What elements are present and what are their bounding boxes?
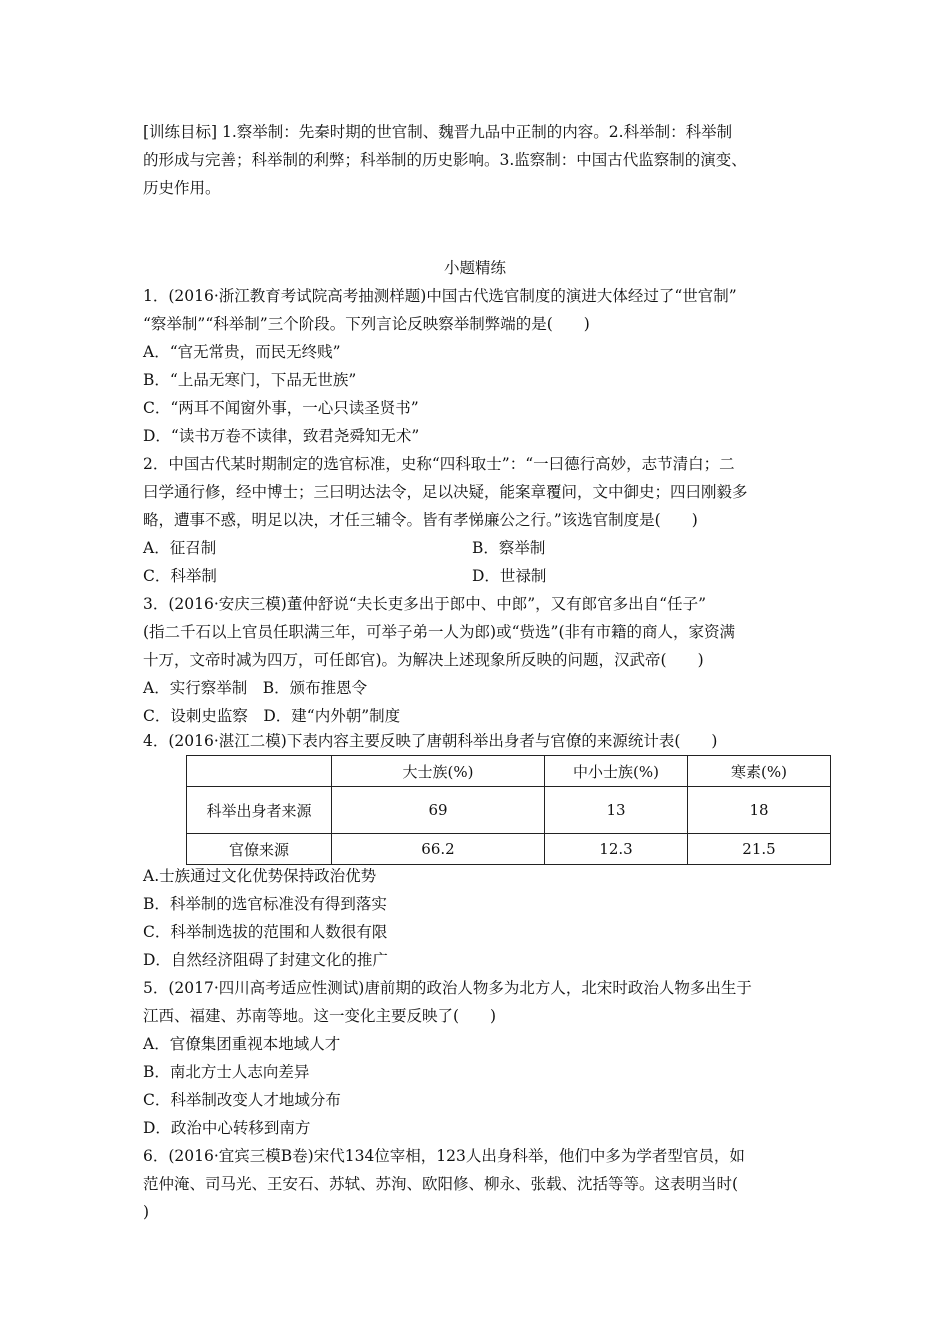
- q5-option-b: B．南北方士人志向差异: [143, 1063, 310, 1081]
- goals-line-2: 的形成与完善；科举制的利弊；科举制的历史影响。3.监察制：中国古代监察制的演变、: [143, 151, 747, 169]
- table-row: [187, 834, 831, 865]
- statistics-table: [186, 755, 831, 865]
- table-header-row: [187, 756, 831, 787]
- q2-stem-line-1: 2．中国古代某时期制定的选官标准，史称“四科取士”：“一曰德行高妙，志节清白；二: [143, 455, 735, 473]
- q1-stem-line-2: “察举制”“科举制”三个阶段。下列言论反映察举制弊端的是( ): [143, 315, 590, 333]
- q2-option-a: A．征召制: [143, 539, 217, 557]
- q5-option-c: C．科举制改变人才地域分布: [143, 1091, 341, 1109]
- q2-option-d: D．世禄制: [472, 567, 547, 585]
- q5-option-a: A．官僚集团重视本地域人才: [143, 1035, 341, 1053]
- q5-stem-line-2: 江西、福建、苏南等地。这一变化主要反映了( ): [143, 1007, 497, 1025]
- q4-stem: 4．(2016·湛江二模)下表内容主要反映了唐朝科举出身者与官僚的来源统计表( ): [143, 732, 718, 750]
- table-header-cell: 大士族(%): [332, 756, 545, 787]
- goals-line-1: [训练目标] 1.察举制：先秦时期的世官制、魏晋九品中正制的内容。2.科举制：科举制: [143, 123, 733, 141]
- q1-option-c: C．“两耳不闻窗外事，一心只读圣贤书”: [143, 399, 419, 417]
- q3-stem-line-1: 3．(2016·安庆三模)董仲舒说“夫长吏多出于郎中、中郎”，又有郎官多出自“任子”: [143, 595, 707, 613]
- q4-option-c: C．科举制选拔的范围和人数很有限: [143, 923, 388, 941]
- table-cell: 官僚来源: [187, 834, 332, 865]
- table-header-cell: 中小士族(%): [545, 756, 688, 787]
- table-cell: 13: [545, 787, 688, 834]
- q5-stem-line-1: 5．(2017·四川高考适应性测试)唐前期的政治人物多为北方人，北宋时政治人物多出生于: [143, 979, 752, 997]
- q3-options-ab: A．实行察举制 B．颁布推恩令: [143, 679, 368, 697]
- q4-option-a: A.士族通过文化优势保持政治优势: [143, 867, 377, 885]
- q3-stem-line-3: 十万，文帝时减为四万，可任郎官)。为解决上述现象所反映的问题，汉武帝( ): [143, 651, 704, 669]
- table-cell: 21.5: [688, 834, 831, 865]
- q3-stem-line-2: (指二千石以上官员任职满三年，可举子弟一人为郎)或“赀选”(非有市籍的商人，家资满: [143, 623, 735, 641]
- q6-stem-line-1: 6．(2016·宜宾三模B卷)宋代134位宰相，123人出身科举，他们中多为学者型官员，如: [143, 1147, 745, 1165]
- q5-option-d: D．政治中心转移到南方: [143, 1119, 311, 1137]
- q2-option-b: B．察举制: [472, 539, 546, 557]
- q4-option-b: B．科举制的选官标准没有得到落实: [143, 895, 387, 913]
- goals-line-3: 历史作用。: [143, 179, 221, 197]
- table-cell: 18: [688, 787, 831, 834]
- q2-stem-line-3: 略，遭事不惑，明足以决，才任三辅令。皆有孝悌廉公之行。”该选官制度是( ): [143, 511, 698, 529]
- table-cell: 66.2: [332, 834, 545, 865]
- section-title: 小题精练: [443, 259, 506, 277]
- q2-stem-line-2: 曰学通行修，经中博士；三曰明达法令，足以决疑，能案章覆问，文中御史；四曰刚毅多: [143, 483, 748, 501]
- table-header-cell: 寒素(%): [688, 756, 831, 787]
- table-cell: 科举出身者来源: [187, 787, 332, 834]
- table-row: [187, 787, 831, 834]
- q6-stem-line-3: ): [143, 1203, 150, 1221]
- q1-option-a: A．“官无常贵，而民无终贱”: [143, 343, 341, 361]
- table-header-cell: [187, 756, 332, 787]
- table-cell: 12.3: [545, 834, 688, 865]
- q1-option-b: B．“上品无寒门，下品无世族”: [143, 371, 357, 389]
- q2-option-c: C．科举制: [143, 567, 217, 585]
- q1-stem-line-1: 1．(2016·浙江教育考试院高考抽测样题)中国古代选官制度的演进大体经过了“世官制”: [143, 287, 737, 305]
- q3-options-cd: C．设刺史监察 D．建“内外朝”制度: [143, 707, 401, 725]
- q1-option-d: D．“读书万卷不读律，致君尧舜知无术”: [143, 427, 420, 445]
- q6-stem-line-2: 范仲淹、司马光、王安石、苏轼、苏洵、欧阳修、柳永、张载、沈括等等。这表明当时(: [143, 1175, 739, 1193]
- table-cell: 69: [332, 787, 545, 834]
- q4-option-d: D．自然经济阻碍了封建文化的推广: [143, 951, 388, 969]
